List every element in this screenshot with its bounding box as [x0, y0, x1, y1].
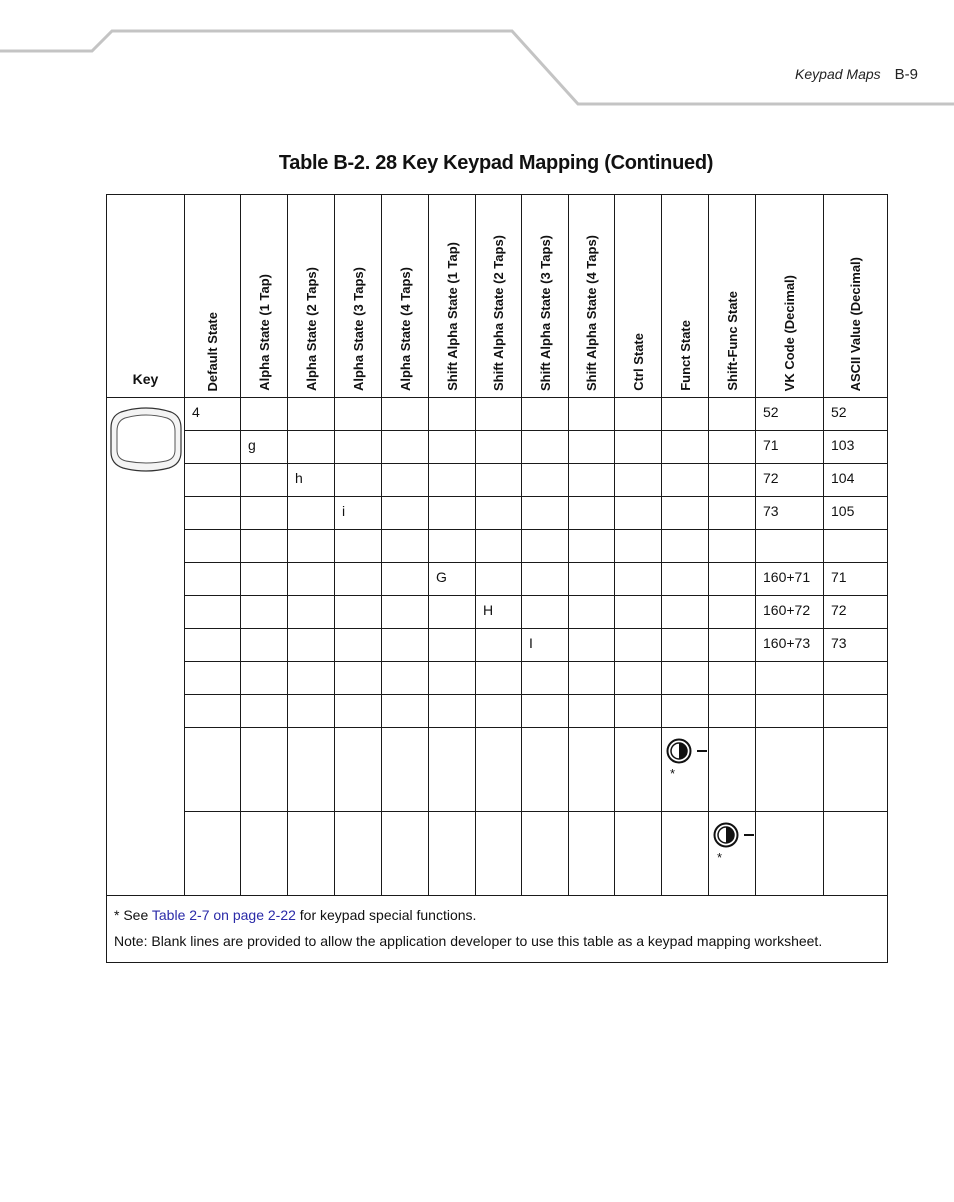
table-cell: [569, 530, 615, 563]
table-cell: [185, 728, 241, 812]
table-cell: [709, 812, 756, 896]
table-cell: [241, 464, 288, 497]
footnote-note: Note: Blank lines are provided to allow the application developer to use this table as a keypad mapping worksheet.: [114, 933, 823, 949]
table-cell: [476, 497, 522, 530]
header-decoration: [0, 0, 954, 110]
table-cell: [569, 563, 615, 596]
table-cell: [288, 812, 335, 896]
column-header: Alpha State (4 Taps): [382, 195, 429, 398]
table-cell: [615, 596, 662, 629]
table-cell: [476, 662, 522, 695]
dash-mark: [744, 834, 754, 836]
table-cell: [429, 431, 476, 464]
table-cell: [615, 497, 662, 530]
table-cell: [185, 563, 241, 596]
table-cell: [429, 629, 476, 662]
table-row: [107, 812, 888, 896]
table-row: [107, 464, 888, 497]
table-cell: [709, 662, 756, 695]
table-cell: [522, 812, 569, 896]
table-cell: [185, 662, 241, 695]
table-cell: 160+73: [756, 629, 824, 662]
table-cell: 104: [824, 464, 888, 497]
table-cell: [429, 398, 476, 431]
table-cell: [288, 563, 335, 596]
table-cell: [709, 464, 756, 497]
table-cell: [429, 530, 476, 563]
table-cell: [382, 695, 429, 728]
table-cell: [824, 728, 888, 812]
table-cell: [335, 728, 382, 812]
table-cell: [429, 662, 476, 695]
table-cell: [709, 695, 756, 728]
table-cell: [185, 530, 241, 563]
table-cell: [335, 431, 382, 464]
table-cell: [429, 464, 476, 497]
table-cell: 71: [824, 563, 888, 596]
table-cell: [335, 812, 382, 896]
column-header-key: Key: [107, 195, 185, 398]
table-cell: [615, 695, 662, 728]
table-row: [107, 629, 888, 662]
dash-mark: [697, 750, 707, 752]
table-cell: [662, 662, 709, 695]
table-cell: [476, 629, 522, 662]
table-cell: [241, 662, 288, 695]
table-cell: [522, 662, 569, 695]
table-cell: [382, 662, 429, 695]
table-cell: 73: [756, 497, 824, 530]
table-cell: [569, 596, 615, 629]
table-cell: [662, 398, 709, 431]
table-cell: [185, 464, 241, 497]
table-cell: [522, 728, 569, 812]
table-cell: [241, 497, 288, 530]
table-title: Table B-2. 28 Key Keypad Mapping (Continued): [278, 152, 714, 174]
table-cell: [662, 596, 709, 629]
footnote-row: [107, 896, 888, 963]
table-cell: [615, 464, 662, 497]
table-row: [107, 497, 888, 530]
table-cell: [709, 596, 756, 629]
table-cell: [241, 812, 288, 896]
table-cell: [662, 497, 709, 530]
table-cell: [709, 728, 756, 812]
table-cell: [569, 728, 615, 812]
table-cell: 160+71: [756, 563, 824, 596]
table-link[interactable]: Table 2-7 on page 2-22: [151, 907, 296, 923]
table-cell: [288, 497, 335, 530]
column-header: ASCII Value (Decimal): [824, 195, 888, 398]
table-cell: [615, 530, 662, 563]
table-cell: [476, 728, 522, 812]
table-cell: [429, 497, 476, 530]
table-cell: [185, 629, 241, 662]
keypad-key-icon: [109, 404, 183, 474]
table-cell: [288, 530, 335, 563]
table-cell: [569, 629, 615, 662]
table-cell: [382, 728, 429, 812]
table-cell: [522, 695, 569, 728]
table-cell: [615, 431, 662, 464]
table-cell: [569, 497, 615, 530]
table-cell: 52: [824, 398, 888, 431]
table-cell: [662, 728, 709, 812]
function-key-icon: [666, 738, 692, 764]
table-cell: [429, 812, 476, 896]
table-row: [107, 563, 888, 596]
key-cell: [107, 398, 185, 896]
table-cell: [185, 596, 241, 629]
column-header: Funct State: [662, 195, 709, 398]
table-cell: [615, 812, 662, 896]
table-cell: [615, 728, 662, 812]
column-header: Shift Alpha State (4 Taps): [569, 195, 615, 398]
table-row: [107, 662, 888, 695]
table-cell: [569, 695, 615, 728]
table-cell: [185, 497, 241, 530]
table-cell: [756, 530, 824, 563]
table-cell: [569, 464, 615, 497]
table-cell: [709, 563, 756, 596]
footnote-marker: *: [670, 766, 676, 781]
table-row: [107, 728, 888, 812]
table-cell: [756, 662, 824, 695]
table-cell: [288, 629, 335, 662]
column-header: Ctrl State: [615, 195, 662, 398]
table-cell: h: [288, 464, 335, 497]
table-cell: 105: [824, 497, 888, 530]
table-cell: [241, 530, 288, 563]
table-cell: i: [335, 497, 382, 530]
footnote-see: * See Table 2-7 on page 2-22 for keypad special functions.: [114, 907, 477, 923]
table-cell: [335, 398, 382, 431]
table-cell: [335, 464, 382, 497]
table-cell: [522, 563, 569, 596]
table-cell: [241, 629, 288, 662]
table-cell: [335, 629, 382, 662]
table-cell: H: [476, 596, 522, 629]
table-cell: [522, 398, 569, 431]
table-cell: 52: [756, 398, 824, 431]
table-cell: [756, 695, 824, 728]
table-cell: G: [429, 563, 476, 596]
table-cell: [615, 662, 662, 695]
table-cell: [241, 728, 288, 812]
table-cell: [476, 431, 522, 464]
table-cell: [709, 431, 756, 464]
table-cell: [382, 812, 429, 896]
table-cell: [569, 812, 615, 896]
table-cell: [241, 596, 288, 629]
table-cell: [288, 398, 335, 431]
column-header: Shift-Func State: [709, 195, 756, 398]
table-cell: [709, 530, 756, 563]
table-cell: [522, 530, 569, 563]
table-cell: [335, 695, 382, 728]
footnote-cell: [107, 896, 888, 963]
table-cell: [382, 563, 429, 596]
footnote-marker: *: [717, 850, 723, 865]
column-header: Alpha State (2 Taps): [288, 195, 335, 398]
table-cell: 72: [756, 464, 824, 497]
table-cell: [429, 695, 476, 728]
table-cell: [185, 695, 241, 728]
table-cell: [476, 530, 522, 563]
table-cell: [382, 596, 429, 629]
table-cell: [382, 431, 429, 464]
table-cell: [429, 728, 476, 812]
table-cell: [662, 695, 709, 728]
table-cell: [429, 596, 476, 629]
table-row: [107, 431, 888, 464]
table-cell: [382, 464, 429, 497]
table-cell: [522, 497, 569, 530]
table-cell: [756, 728, 824, 812]
table-cell: [615, 629, 662, 662]
table-cell: [662, 530, 709, 563]
table-cell: [709, 398, 756, 431]
table-cell: [662, 563, 709, 596]
keypad-mapping-table: [106, 194, 888, 963]
table-cell: [288, 596, 335, 629]
table-row: [107, 398, 888, 431]
column-header: Shift Alpha State (1 Tap): [429, 195, 476, 398]
table-cell: [241, 563, 288, 596]
table-cell: [615, 563, 662, 596]
table-cell: [709, 629, 756, 662]
column-header: Alpha State (1 Tap): [241, 195, 288, 398]
table-cell: [662, 812, 709, 896]
table-cell: [824, 695, 888, 728]
running-header: [740, 66, 918, 83]
table-cell: [824, 662, 888, 695]
table-cell: [709, 497, 756, 530]
table-cell: [335, 563, 382, 596]
table-cell: [335, 596, 382, 629]
table-cell: [476, 464, 522, 497]
table-cell: [522, 596, 569, 629]
table-cell: [288, 662, 335, 695]
table-cell: [335, 662, 382, 695]
table-cell: [662, 464, 709, 497]
column-header: Default State: [185, 195, 241, 398]
table-cell: [476, 563, 522, 596]
column-header: VK Code (Decimal): [756, 195, 824, 398]
table-cell: [824, 530, 888, 563]
column-header: Shift Alpha State (2 Taps): [476, 195, 522, 398]
table-cell: 73: [824, 629, 888, 662]
table-cell: [288, 695, 335, 728]
table-cell: 4: [185, 398, 241, 431]
table-cell: [476, 812, 522, 896]
table-cell: [382, 530, 429, 563]
table-cell: [476, 398, 522, 431]
table-cell: [569, 662, 615, 695]
table-cell: [569, 398, 615, 431]
table-cell: 71: [756, 431, 824, 464]
table-cell: [288, 728, 335, 812]
table-cell: [241, 398, 288, 431]
table-cell: 160+72: [756, 596, 824, 629]
table-cell: [522, 431, 569, 464]
table-row: [107, 695, 888, 728]
table-cell: [662, 431, 709, 464]
table-cell: [288, 431, 335, 464]
table-cell: [185, 812, 241, 896]
table-cell: [824, 812, 888, 896]
table-cell: [335, 530, 382, 563]
table-cell: [382, 629, 429, 662]
table-cell: [185, 431, 241, 464]
table-cell: I: [522, 629, 569, 662]
table-cell: 103: [824, 431, 888, 464]
table-cell: [476, 695, 522, 728]
table-row: [107, 596, 888, 629]
table-cell: [756, 812, 824, 896]
table-cell: [615, 398, 662, 431]
header-row: [107, 195, 888, 398]
table-row: [107, 530, 888, 563]
table-cell: 72: [824, 596, 888, 629]
page-number: B-9: [894, 66, 918, 83]
table-cell: [662, 629, 709, 662]
function-key-icon: [713, 822, 739, 848]
table-cell: g: [241, 431, 288, 464]
column-header: Alpha State (3 Taps): [335, 195, 382, 398]
table-cell: [569, 431, 615, 464]
section-name: Keypad Maps: [795, 66, 881, 82]
table-cell: [382, 497, 429, 530]
table-cell: [382, 398, 429, 431]
column-header: Shift Alpha State (3 Taps): [522, 195, 569, 398]
table-cell: [522, 464, 569, 497]
table-cell: [241, 695, 288, 728]
